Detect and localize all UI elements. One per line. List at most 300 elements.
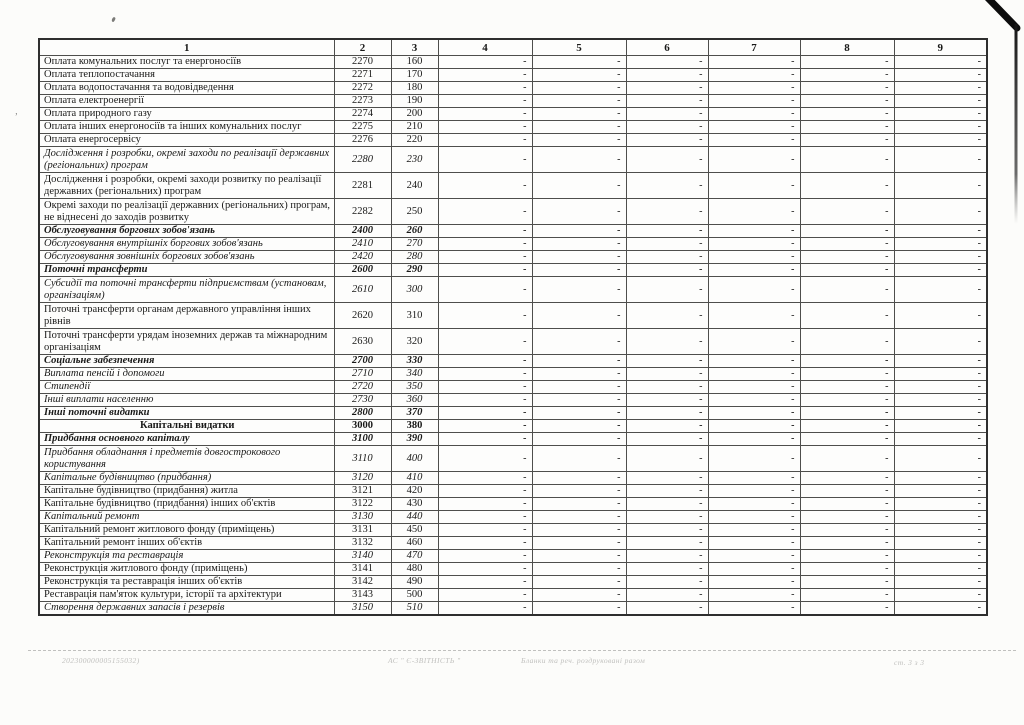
value-cell: - (438, 394, 532, 407)
value-cell: - (800, 329, 894, 355)
table-row (39, 264, 987, 277)
value-cell: - (626, 303, 708, 329)
value-cell: - (626, 472, 708, 485)
value-cell: - (800, 134, 894, 147)
value-cell: - (708, 511, 800, 524)
row-code: 3122 (334, 498, 391, 511)
table-row (39, 420, 987, 433)
value-cell: - (438, 95, 532, 108)
value-cell: - (708, 381, 800, 394)
value-cell: - (800, 225, 894, 238)
table-row (39, 56, 987, 69)
table-row (39, 511, 987, 524)
row-label: Окремі заходи по реалізації державних (регіональних) програм, не віднесені до заходів розвитку (39, 199, 334, 225)
row-label: Обслуговування внутрішніх боргових зобов'язань (39, 238, 334, 251)
row-code: 3121 (334, 485, 391, 498)
row-line: 450 (391, 524, 438, 537)
row-line: 260 (391, 225, 438, 238)
value-cell: - (626, 485, 708, 498)
table-header-row (39, 39, 987, 56)
column-header: 9 (894, 39, 987, 56)
value-cell: - (532, 433, 626, 446)
row-label: Реконструкція та реставрація інших об'єктів (39, 576, 334, 589)
row-line: 380 (391, 420, 438, 433)
value-cell: - (800, 251, 894, 264)
table-row (39, 407, 987, 420)
value-cell: - (800, 550, 894, 563)
value-cell: - (438, 173, 532, 199)
table-row (39, 589, 987, 602)
value-cell: - (438, 82, 532, 95)
value-cell: - (532, 277, 626, 303)
table-row (39, 550, 987, 563)
value-cell: - (532, 355, 626, 368)
row-label: Реконструкція та реставрація (39, 550, 334, 563)
table-row (39, 537, 987, 550)
value-cell: - (532, 251, 626, 264)
table-row (39, 173, 987, 199)
row-label: Субсидії та поточні трансферти підприємствам (установам, організаціям) (39, 277, 334, 303)
value-cell: - (708, 147, 800, 173)
footer-separator (28, 650, 1016, 651)
row-label: Реставрація пам'яток культури, історії та архітектури (39, 589, 334, 602)
row-line: 480 (391, 563, 438, 576)
value-cell: - (894, 407, 987, 420)
value-cell: - (708, 264, 800, 277)
column-header: 3 (391, 39, 438, 56)
value-cell: - (708, 82, 800, 95)
value-cell: - (532, 485, 626, 498)
value-cell: - (532, 69, 626, 82)
row-label: Поточні трансферти урядам іноземних держав та міжнародним організаціям (39, 329, 334, 355)
column-header: 1 (39, 39, 334, 56)
value-cell: - (708, 355, 800, 368)
row-line: 170 (391, 69, 438, 82)
value-cell: - (894, 173, 987, 199)
value-cell: - (438, 420, 532, 433)
value-cell: - (438, 121, 532, 134)
value-cell: - (438, 329, 532, 355)
value-cell: - (626, 147, 708, 173)
value-cell: - (438, 134, 532, 147)
table-row (39, 485, 987, 498)
column-header: 6 (626, 39, 708, 56)
row-code: 3132 (334, 537, 391, 550)
row-code: 2730 (334, 394, 391, 407)
value-cell: - (800, 511, 894, 524)
value-cell: - (532, 264, 626, 277)
row-code: 2620 (334, 303, 391, 329)
value-cell: - (894, 602, 987, 616)
value-cell: - (626, 602, 708, 616)
value-cell: - (894, 381, 987, 394)
value-cell: - (438, 264, 532, 277)
table-body (39, 56, 987, 616)
row-code: 3141 (334, 563, 391, 576)
value-cell: - (708, 368, 800, 381)
value-cell: - (626, 524, 708, 537)
value-cell: - (626, 251, 708, 264)
value-cell: - (894, 108, 987, 121)
row-label: Соціальне забезпечення (39, 355, 334, 368)
value-cell: - (800, 394, 894, 407)
table-row (39, 329, 987, 355)
row-code: 2281 (334, 173, 391, 199)
value-cell: - (800, 173, 894, 199)
value-cell: - (894, 511, 987, 524)
row-label: Капітальне будівництво (придбання) інших об'єктів (39, 498, 334, 511)
footer-software-name: АС " Є-ЗВІТНІСТЬ " (388, 656, 461, 665)
row-label: Придбання основного капіталу (39, 433, 334, 446)
row-line: 230 (391, 147, 438, 173)
value-cell: - (626, 329, 708, 355)
value-cell: - (708, 394, 800, 407)
value-cell: - (708, 238, 800, 251)
row-code: 3120 (334, 472, 391, 485)
value-cell: - (800, 602, 894, 616)
row-line: 400 (391, 446, 438, 472)
value-cell: - (708, 537, 800, 550)
row-line: 200 (391, 108, 438, 121)
row-line: 420 (391, 485, 438, 498)
column-header: 4 (438, 39, 532, 56)
value-cell: - (894, 420, 987, 433)
table-row (39, 381, 987, 394)
row-line: 160 (391, 56, 438, 69)
value-cell: - (708, 446, 800, 472)
value-cell: - (800, 355, 894, 368)
row-line: 370 (391, 407, 438, 420)
value-cell: - (800, 420, 894, 433)
value-cell: - (894, 498, 987, 511)
row-code: 2274 (334, 108, 391, 121)
row-code: 2272 (334, 82, 391, 95)
row-code: 2700 (334, 355, 391, 368)
value-cell: - (708, 303, 800, 329)
row-code: 2273 (334, 95, 391, 108)
row-label: Капітальне будівництво (придбання) житла (39, 485, 334, 498)
row-code: 2275 (334, 121, 391, 134)
value-cell: - (894, 394, 987, 407)
row-code: 2710 (334, 368, 391, 381)
table-row (39, 199, 987, 225)
value-cell: - (438, 602, 532, 616)
row-line: 190 (391, 95, 438, 108)
row-line: 340 (391, 368, 438, 381)
row-label: Капітальний ремонт інших об'єктів (39, 537, 334, 550)
value-cell: - (438, 446, 532, 472)
value-cell: - (438, 576, 532, 589)
row-label: Створення державних запасів і резервів (39, 602, 334, 616)
table-row (39, 69, 987, 82)
value-cell: - (438, 108, 532, 121)
value-cell: - (438, 524, 532, 537)
row-code: 2630 (334, 329, 391, 355)
table-row (39, 121, 987, 134)
value-cell: - (894, 277, 987, 303)
row-code: 3140 (334, 550, 391, 563)
row-line: 220 (391, 134, 438, 147)
value-cell: - (894, 69, 987, 82)
value-cell: - (708, 589, 800, 602)
value-cell: - (894, 225, 987, 238)
value-cell: - (532, 420, 626, 433)
value-cell: - (800, 69, 894, 82)
row-label: Дослідження і розробки, окремі заходи по реалізації державних (регіональних) програм (39, 147, 334, 173)
table-row (39, 82, 987, 95)
value-cell: - (532, 95, 626, 108)
value-cell: - (894, 303, 987, 329)
value-cell: - (708, 277, 800, 303)
value-cell: - (532, 446, 626, 472)
value-cell: - (626, 407, 708, 420)
value-cell: - (800, 563, 894, 576)
value-cell: - (800, 277, 894, 303)
value-cell: - (708, 199, 800, 225)
value-cell: - (894, 199, 987, 225)
table-row (39, 225, 987, 238)
value-cell: - (894, 368, 987, 381)
value-cell: - (626, 108, 708, 121)
value-cell: - (800, 238, 894, 251)
row-code: 2270 (334, 56, 391, 69)
value-cell: - (438, 511, 532, 524)
row-line: 270 (391, 238, 438, 251)
value-cell: - (626, 225, 708, 238)
value-cell: - (438, 69, 532, 82)
value-cell: - (626, 576, 708, 589)
value-cell: - (532, 82, 626, 95)
row-code: 2420 (334, 251, 391, 264)
value-cell: - (438, 238, 532, 251)
row-label: Стипендії (39, 381, 334, 394)
value-cell: - (800, 199, 894, 225)
row-label: Інші виплати населенню (39, 394, 334, 407)
row-label: Оплата інших енергоносіїв та інших комунальних послуг (39, 121, 334, 134)
value-cell: - (894, 433, 987, 446)
value-cell: - (894, 121, 987, 134)
value-cell: - (894, 524, 987, 537)
table-row (39, 368, 987, 381)
table-row (39, 95, 987, 108)
value-cell: - (800, 472, 894, 485)
row-code: 2280 (334, 147, 391, 173)
row-code: 3110 (334, 446, 391, 472)
value-cell: - (626, 537, 708, 550)
row-line: 460 (391, 537, 438, 550)
row-line: 290 (391, 264, 438, 277)
column-header: 7 (708, 39, 800, 56)
value-cell: - (708, 95, 800, 108)
value-cell: - (532, 225, 626, 238)
footer-page-number: ст. 3 з 3 (894, 658, 925, 667)
row-line: 310 (391, 303, 438, 329)
value-cell: - (438, 225, 532, 238)
value-cell: - (894, 56, 987, 69)
row-label: Виплата пенсій і допомоги (39, 368, 334, 381)
table-row (39, 108, 987, 121)
value-cell: - (800, 524, 894, 537)
value-cell: - (626, 498, 708, 511)
value-cell: - (626, 420, 708, 433)
column-header: 5 (532, 39, 626, 56)
row-label: Оплата електроенергії (39, 95, 334, 108)
value-cell: - (708, 576, 800, 589)
value-cell: - (800, 264, 894, 277)
value-cell: - (438, 303, 532, 329)
row-label: Капітальний ремонт (39, 511, 334, 524)
value-cell: - (532, 199, 626, 225)
value-cell: - (626, 277, 708, 303)
value-cell: - (708, 602, 800, 616)
value-cell: - (800, 381, 894, 394)
row-label: Оплата водопостачання та водовідведення (39, 82, 334, 95)
row-label: Оплата комунальних послуг та енергоносіїв (39, 56, 334, 69)
table-row (39, 251, 987, 264)
value-cell: - (708, 433, 800, 446)
value-cell: - (800, 303, 894, 329)
value-cell: - (894, 550, 987, 563)
value-cell: - (438, 251, 532, 264)
row-code: 3131 (334, 524, 391, 537)
row-label: Реконструкція житлового фонду (приміщень) (39, 563, 334, 576)
value-cell: - (532, 238, 626, 251)
value-cell: - (626, 238, 708, 251)
value-cell: - (894, 329, 987, 355)
row-code: 2282 (334, 199, 391, 225)
value-cell: - (626, 134, 708, 147)
row-code: 2610 (334, 277, 391, 303)
value-cell: - (438, 485, 532, 498)
row-line: 280 (391, 251, 438, 264)
row-line: 410 (391, 472, 438, 485)
value-cell: - (800, 368, 894, 381)
value-cell: - (800, 56, 894, 69)
value-cell: - (532, 394, 626, 407)
value-cell: - (532, 563, 626, 576)
value-cell: - (438, 381, 532, 394)
value-cell: - (532, 56, 626, 69)
value-cell: - (438, 563, 532, 576)
value-cell: - (438, 368, 532, 381)
value-cell: - (438, 472, 532, 485)
value-cell: - (532, 381, 626, 394)
table-row (39, 303, 987, 329)
value-cell: - (708, 121, 800, 134)
table-row (39, 602, 987, 616)
value-cell: - (532, 303, 626, 329)
row-label: Капітальні видатки (39, 420, 334, 433)
value-cell: - (532, 537, 626, 550)
row-line: 330 (391, 355, 438, 368)
value-cell: - (894, 485, 987, 498)
value-cell: - (708, 407, 800, 420)
value-cell: - (438, 589, 532, 602)
value-cell: - (626, 381, 708, 394)
row-label: Дослідження і розробки, окремі заходи розвитку по реалізації державних (регіональних) програм (39, 173, 334, 199)
value-cell: - (438, 277, 532, 303)
value-cell: - (708, 524, 800, 537)
pen-mark-artifact: ’ (14, 112, 18, 123)
row-label: Обслуговування боргових зобов'язань (39, 225, 334, 238)
row-line: 210 (391, 121, 438, 134)
value-cell: - (626, 264, 708, 277)
row-label: Обслуговування зовнішніх боргових зобов'язань (39, 251, 334, 264)
row-code: 2276 (334, 134, 391, 147)
row-label: Капітальний ремонт житлового фонду (приміщень) (39, 524, 334, 537)
value-cell: - (532, 173, 626, 199)
row-code: 3000 (334, 420, 391, 433)
table-row (39, 355, 987, 368)
row-code: 3143 (334, 589, 391, 602)
value-cell: - (894, 147, 987, 173)
value-cell: - (438, 56, 532, 69)
row-line: 510 (391, 602, 438, 616)
value-cell: - (532, 498, 626, 511)
value-cell: - (708, 56, 800, 69)
value-cell: - (894, 95, 987, 108)
value-cell: - (532, 329, 626, 355)
row-code: 3142 (334, 576, 391, 589)
value-cell: - (800, 498, 894, 511)
row-line: 360 (391, 394, 438, 407)
row-line: 350 (391, 381, 438, 394)
row-label: Оплата теплопостачання (39, 69, 334, 82)
value-cell: - (894, 472, 987, 485)
value-cell: - (894, 82, 987, 95)
value-cell: - (626, 589, 708, 602)
row-line: 180 (391, 82, 438, 95)
table-row (39, 238, 987, 251)
value-cell: - (438, 199, 532, 225)
value-cell: - (626, 563, 708, 576)
value-cell: - (438, 407, 532, 420)
row-line: 390 (391, 433, 438, 446)
value-cell: - (708, 563, 800, 576)
row-code: 2400 (334, 225, 391, 238)
row-code: 2410 (334, 238, 391, 251)
value-cell: - (626, 550, 708, 563)
value-cell: - (532, 108, 626, 121)
value-cell: - (800, 537, 894, 550)
value-cell: - (532, 368, 626, 381)
row-label: Капітальне будівництво (придбання) (39, 472, 334, 485)
row-line: 300 (391, 277, 438, 303)
row-label: Оплата природного газу (39, 108, 334, 121)
row-line: 470 (391, 550, 438, 563)
value-cell: - (626, 199, 708, 225)
value-cell: - (532, 550, 626, 563)
value-cell: - (532, 576, 626, 589)
value-cell: - (708, 69, 800, 82)
value-cell: - (894, 238, 987, 251)
value-cell: - (626, 173, 708, 199)
value-cell: - (894, 264, 987, 277)
row-line: 500 (391, 589, 438, 602)
row-line: 440 (391, 511, 438, 524)
value-cell: - (532, 589, 626, 602)
row-label: Поточні трансферти (39, 264, 334, 277)
value-cell: - (438, 355, 532, 368)
value-cell: - (800, 576, 894, 589)
row-label: Поточні трансферти органам державного управління інших рівнів (39, 303, 334, 329)
row-code: 3130 (334, 511, 391, 524)
value-cell: - (800, 433, 894, 446)
row-code: 2720 (334, 381, 391, 394)
value-cell: - (708, 329, 800, 355)
value-cell: - (800, 121, 894, 134)
value-cell: - (894, 563, 987, 576)
